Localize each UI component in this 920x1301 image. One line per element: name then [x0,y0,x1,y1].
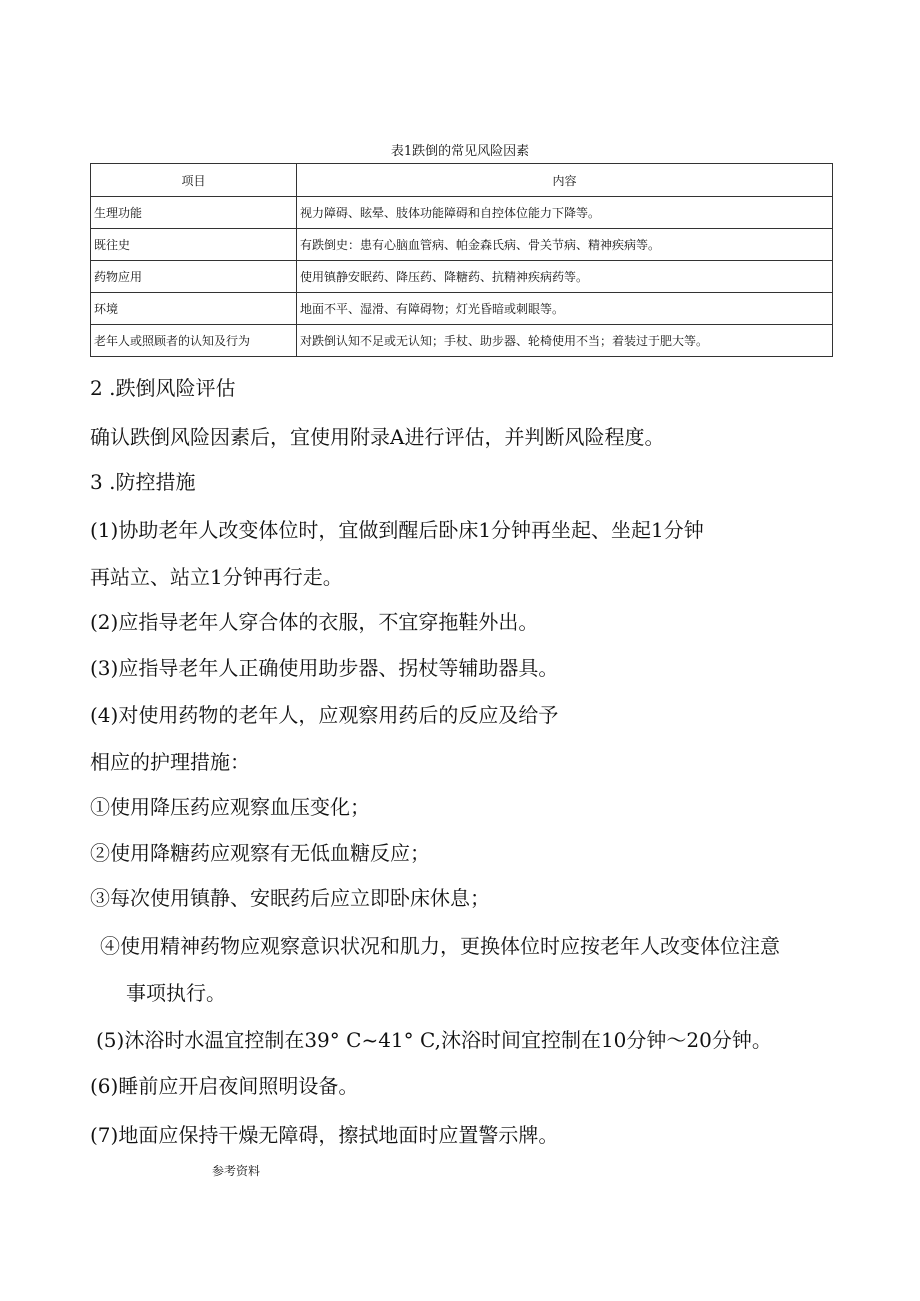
row-content: 使用镇静安眠药、降压药、降糖药、抗精神疾病药等。 [297,261,833,293]
row-item: 老年人或照顾者的认知及行为 [91,325,297,357]
table-row [91,261,833,293]
table-row [91,229,833,261]
measure-2: (2)应指导老年人穿合体的衣服，不宜穿拖鞋外出。 [90,610,539,634]
measure-4-line-1: (4)对使用药物的老年人，应观察用药后的反应及给予 [90,703,559,727]
measure-1-line-1: (1)协助老年人改变体位时，宜做到醒后卧床1分钟再坐起、坐起1分钟 [90,518,704,542]
row-item: 既往史 [91,229,297,261]
footer-note: 参考资料 [212,1164,261,1178]
sub-measure-4-line-2: 事项执行。 [126,981,226,1005]
section-2-body: 确认跌倒风险因素后，宜使用附录A进行评估，并判断风险程度。 [90,425,665,449]
sub-measure-1: ①使用降压药应观察血压变化； [90,795,370,819]
sub-measure-3: ③每次使用镇静、安眠药后应立即卧床休息； [90,886,490,910]
table-caption: 表1跌倒的常见风险因素 [390,144,530,159]
measure-4-line-2: 相应的护理措施： [90,750,250,774]
row-content: 有跌倒史：患有心脑血管病、帕金森氏病、骨关节病、精神疾病等。 [297,229,833,261]
table-header-row [91,164,833,197]
row-item: 生理功能 [91,197,297,229]
risk-factor-table [90,163,833,357]
row-content: 对跌倒认知不足或无认知；手杖、助步器、轮椅使用不当；着装过于肥大等。 [297,325,833,357]
measure-5: (5)沐浴时水温宜控制在39° C~41° C,沐浴时间宜控制在10分钟～20分钟。 [96,1028,772,1052]
table-row [91,293,833,325]
measure-1-line-2: 再站立、站立1分钟再行走。 [90,565,343,589]
measure-7: (7)地面应保持干燥无障碍，擦拭地面时应置警示牌。 [90,1123,559,1147]
measure-3: (3)应指导老年人正确使用助步器、拐杖等辅助器具。 [90,656,559,680]
table-row [91,197,833,229]
header-item: 项目 [91,164,297,197]
table-row [91,325,833,357]
row-content: 视力障碍、眩晕、肢体功能障碍和自控体位能力下降等。 [297,197,833,229]
row-item: 环境 [91,293,297,325]
section-2-heading: 2 .跌倒风险评估 [90,376,236,400]
sub-measure-2: ②使用降糖药应观察有无低血糖反应； [90,841,430,865]
sub-measure-4-line-1: ④使用精神药物应观察意识状况和肌力，更换体位时应按老年人改变体位注意 [100,934,780,958]
header-content: 内容 [297,164,833,197]
section-3-heading: 3 .防控措施 [90,470,196,494]
measure-6: (6)睡前应开启夜间照明设备。 [90,1074,359,1098]
row-content: 地面不平、湿滑、有障碍物；灯光昏暗或刺眼等。 [297,293,833,325]
row-item: 药物应用 [91,261,297,293]
